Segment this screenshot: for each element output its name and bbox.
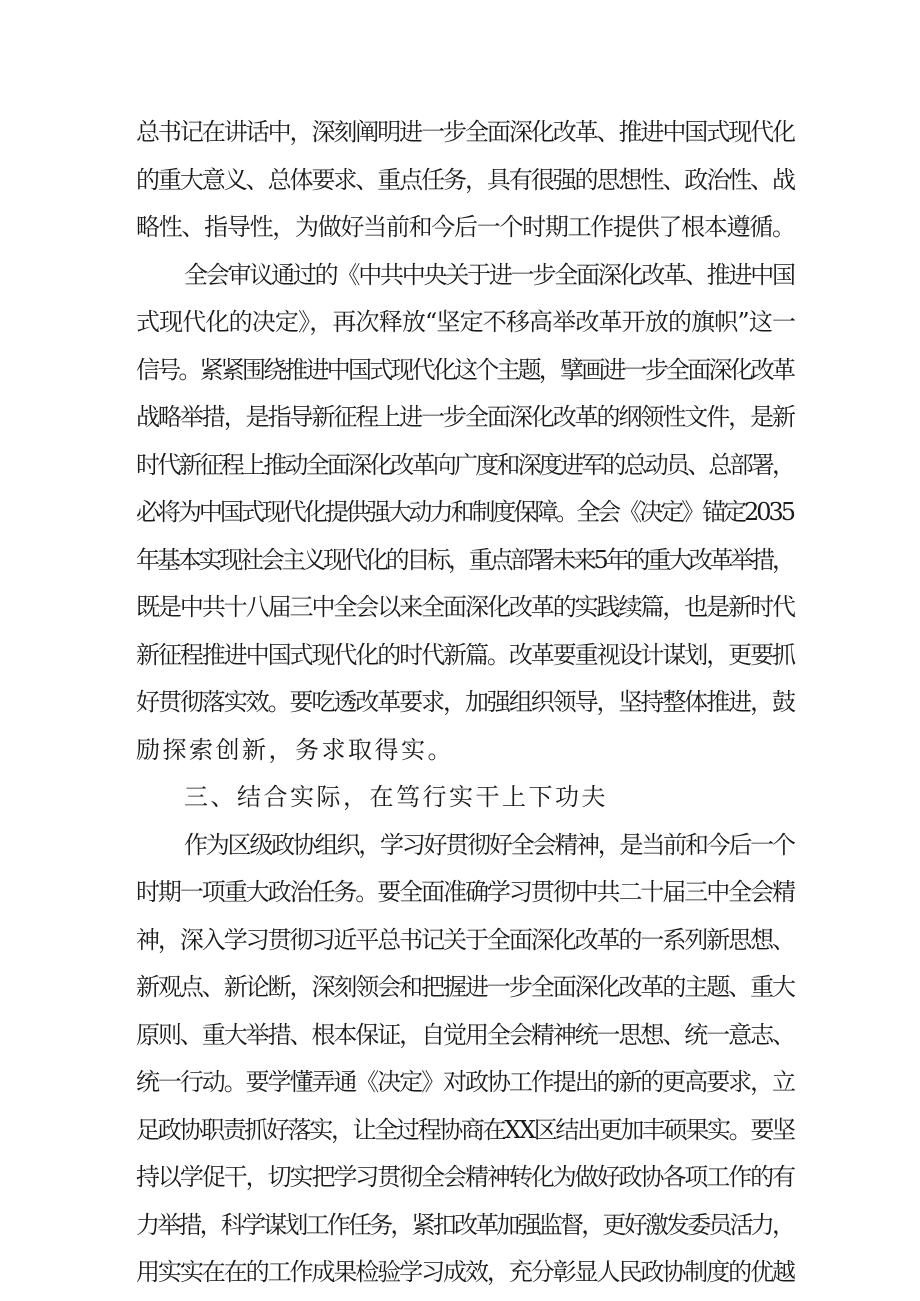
text-line: 战略举措，是指导新征程上进一步全面深化改革的纲领性文件，是新 [136,403,794,431]
text-line: 总书记在讲话中，深刻阐明进一步全面深化改革、推进中国式现代化 [136,118,794,146]
text-line: 时代新征程上推动全面深化改革向广度和深度进军的总动员、总部署， [136,450,794,479]
text-line: 作为区级政协组织，学习好贯彻好全会精神，是当前和今后一个 [184,830,794,859]
text-line: 略性、指导性，为做好当前和今后一个时期工作提供了根本遵循。 [136,213,795,241]
text-line: 式现代化的决定》，再次释放“坚定不移高举改革开放的旗帜”这一 [136,308,796,336]
text-line: 用实实在在的工作成果检验学习成效，充分彰显人民政协制度的优越 [136,1258,794,1286]
text-line: 信号。紧紧围绕推进中国式现代化这个主题，擘画进一步全面深化改革 [136,355,794,384]
text-line: 励探索创新，务求取得实。 [136,735,454,764]
text-line: 好贯彻落实效。要吃透改革要求，加强组织领导，坚持整体推进，鼓 [136,688,794,716]
text-line: 年基本实现社会主义现代化的目标，重点部署未来5年的重大改革举措， [136,545,793,574]
text-line: 统一行动。要学懂弄通《决定》对政协工作提出的新的更高要求，立 [136,1068,794,1096]
text-line: 必将为中国式现代化提供强大动力和制度保障。全会《决定》锚定2035 [136,498,793,526]
text-line: 新观点、新论断，深刻领会和把握进一步全面深化改革的主题、重大 [136,973,794,1001]
text-line: 力举措，科学谋划工作任务，紧扣改革加强监督，更好激发委员活力， [136,1210,794,1239]
text-line: 原则、重大举措、根本保证，自觉用全会精神统一思想、统一意志、 [136,1020,794,1049]
text-line: 三、结合实际，在笃行实干上下功夫 [184,783,608,811]
text-line: 持以学促干，切实把学习贯彻全会精神转化为做好政协各项工作的有 [136,1163,794,1191]
text-line: 全会审议通过的《中共中央关于进一步全面深化改革、推进中国 [184,260,794,289]
text-line: 足政协职责抓好落实，让全过程协商在XX区结出更加丰硕果实。要坚 [136,1115,794,1144]
text-line: 新征程推进中国式现代化的时代新篇。改革要重视设计谋划，更要抓 [136,640,794,669]
document-body [136,109,796,1297]
text-line: 神，深入学习贯彻习近平总书记关于全面深化改革的一系列新思想、 [136,925,794,954]
text-line: 时期一项重大政治任务。要全面准确学习贯彻中共二十届三中全会精 [136,878,794,906]
text-line: 既是中共十八届三中全会以来全面深化改革的实践续篇，也是新时代 [136,593,794,621]
text-line: 的重大意义、总体要求、重点任务，具有很强的思想性、政治性、战 [136,165,794,194]
